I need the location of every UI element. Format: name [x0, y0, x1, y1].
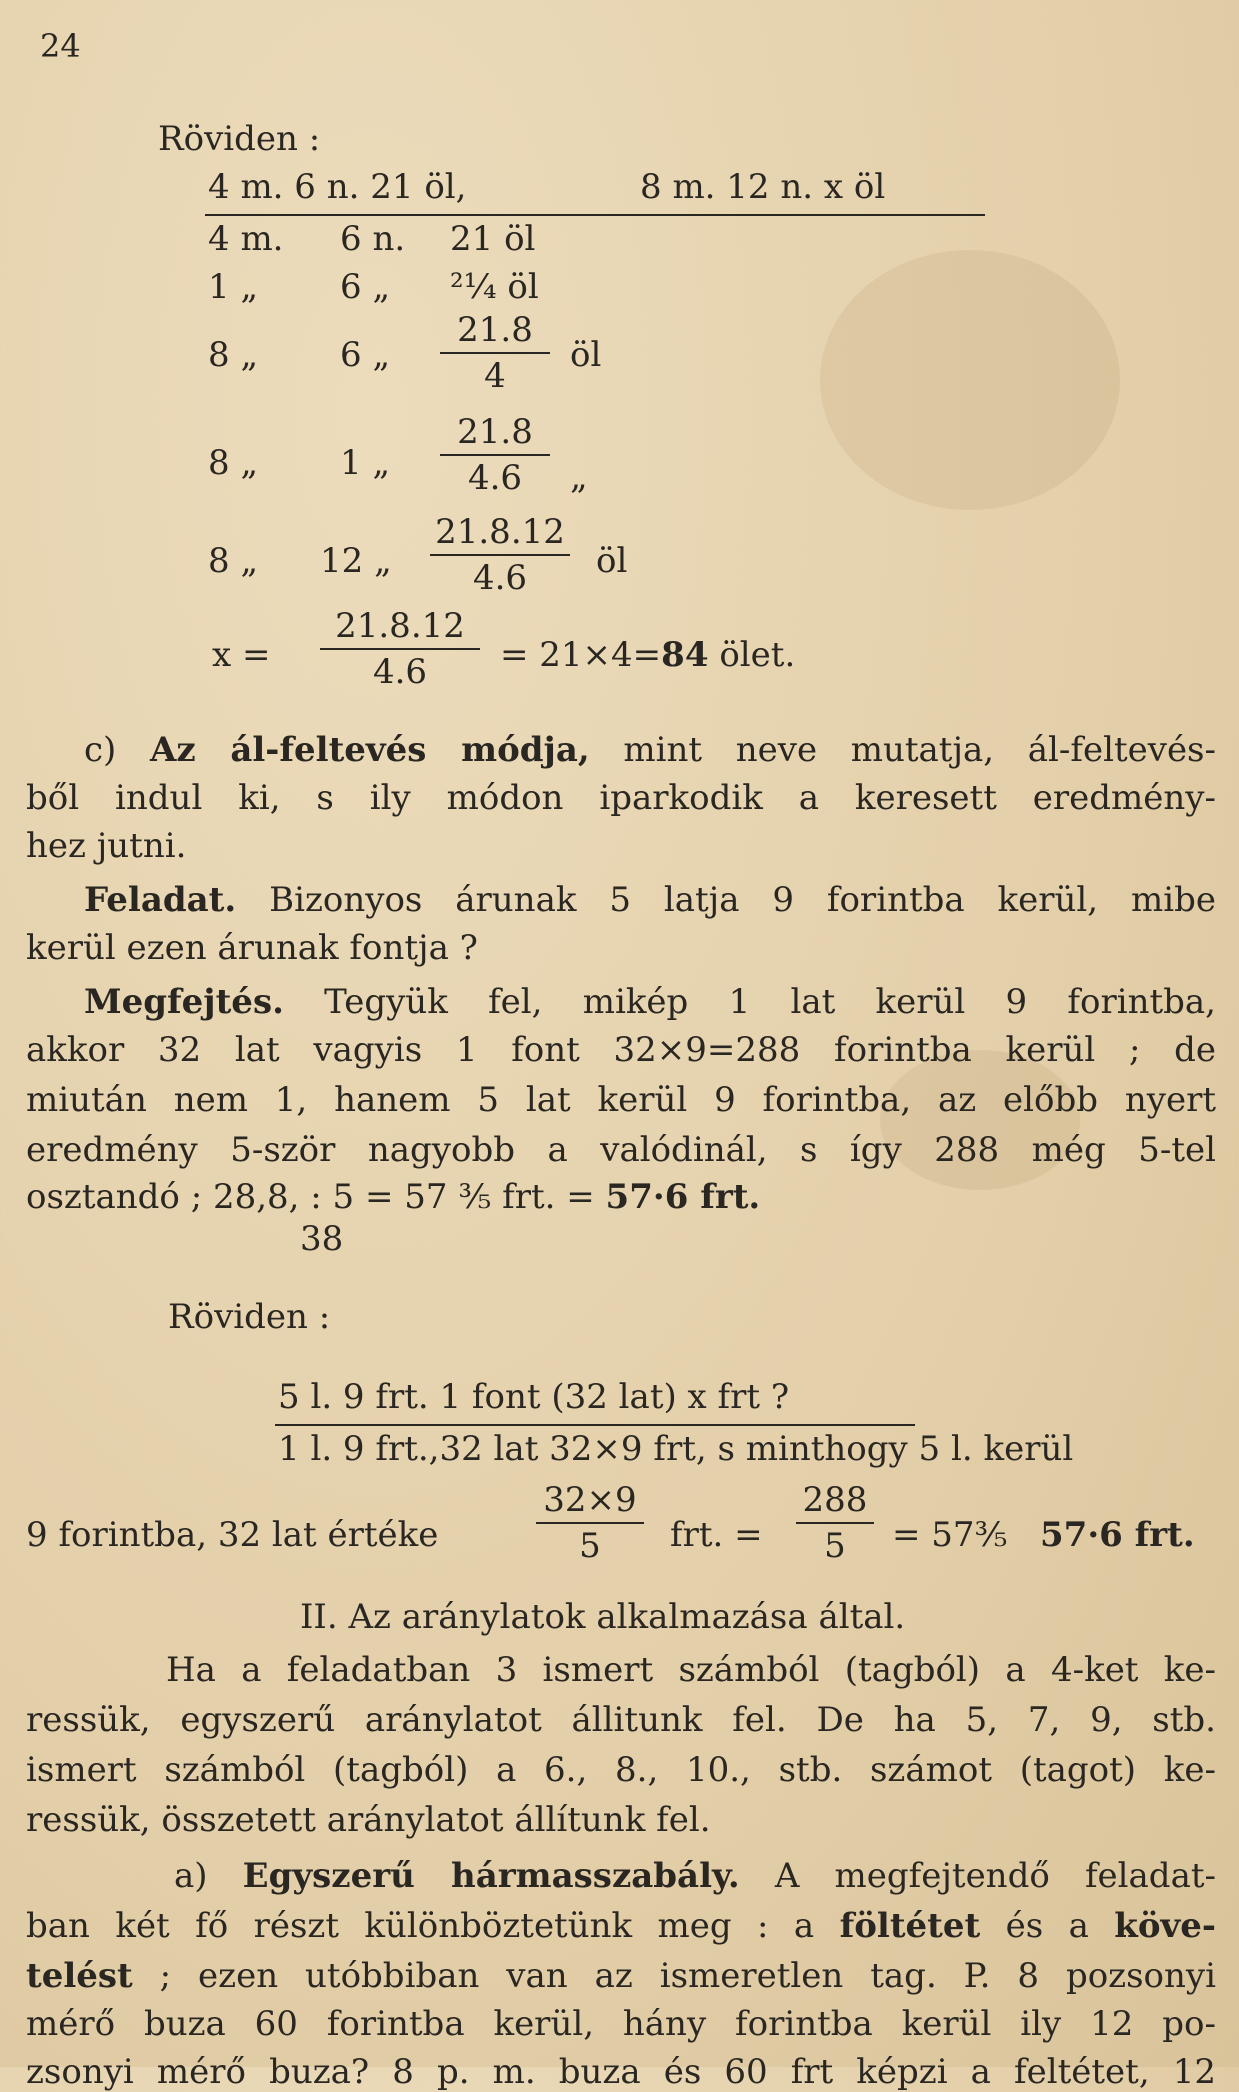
row5-denominator: 4.6: [472, 558, 528, 598]
section-II-line3: ismert számból (tagból) a 6., 8., 10., stb. számot (tagot) ke-: [26, 1750, 1216, 1790]
section-a-prefix: a): [174, 1856, 243, 1896]
result-tail: ölet.: [719, 635, 796, 675]
result-numerator: 21.8.12: [335, 606, 465, 646]
header-underline: [205, 214, 985, 216]
section-c-line3: hez jutni.: [26, 826, 187, 866]
result-rhs-text: = 21×4=: [500, 635, 662, 675]
section-a-line3-rest: ; ezen utóbbiban van az ismeretlen tag. P. 8 pozsonyi: [132, 1956, 1216, 1996]
section-a-term-feltetel: föltétet: [839, 1906, 981, 1946]
row4-denominator: 4.6: [467, 458, 523, 498]
section-a-line2-a: ban két fő részt különböztetünk meg : a: [26, 1906, 840, 1946]
fraction-bar: [430, 554, 570, 556]
megfejtes-text: Tegyük fel, mikép 1 lat kerül 9 forintba,: [283, 982, 1216, 1022]
fraction-bar: [440, 352, 550, 354]
megfejtes-line5-b: frt. =: [491, 1177, 606, 1217]
block2-result: 57·6 frt.: [1040, 1515, 1195, 1555]
section-c-prefix: c): [84, 730, 150, 770]
block1-heading: Röviden :: [158, 119, 321, 159]
megfejtes-line6: 38: [300, 1219, 344, 1259]
fraction-bar: [796, 1522, 874, 1524]
block2-heading: Röviden :: [168, 1297, 331, 1337]
fraction-bar: [440, 454, 550, 456]
section-c-text: mint neve mutatja, ál-feltevés-: [623, 730, 1216, 770]
section-a-line3: [26, 1956, 1216, 1996]
megfejtes-result: 57·6 frt.: [605, 1177, 761, 1217]
section-a-term-koveteles: köve-: [1114, 1906, 1216, 1946]
block1-header-left: 4 m. 6 n. 21 öl,: [208, 167, 467, 207]
paper-stain: [820, 250, 1120, 510]
result-fraction: [310, 606, 490, 692]
block1-header-right: 8 m. 12 n. x öl: [640, 167, 886, 207]
section-II-line4: ressük, összetett aránylatot állítunk fel.: [26, 1800, 711, 1840]
megfejtes-label: Megfejtés.: [84, 982, 284, 1022]
block2-frac1-denominator: 5: [579, 1526, 601, 1566]
result-denominator: 4.6: [372, 652, 428, 692]
section-a-line1-rest: A megfejtendő feladat-: [739, 1856, 1216, 1896]
block2-frac1-numerator: 32×9: [543, 1480, 637, 1520]
row5-numerator: 21.8.12: [435, 512, 565, 552]
block2-line2-c: = 57⅗: [892, 1515, 1008, 1555]
page-number: 24: [40, 27, 81, 65]
block2-fraction2: [790, 1480, 880, 1566]
row4-unit: „: [570, 457, 588, 497]
row3-fraction: [430, 310, 560, 396]
block2-line2-a: 9 forintba, 32 lat értéke: [26, 1515, 439, 1555]
section-c-line1: [26, 730, 1216, 770]
block2-frac2-numerator: 288: [802, 1480, 868, 1520]
section-a-line1: [26, 1856, 1216, 1896]
megfejtes-line5-frac: ⅗: [458, 1177, 492, 1217]
section-II-line1: Ha a feladatban 3 ismert számból (tagból) a 4-ket ke-: [166, 1650, 1216, 1690]
row4-fraction: [430, 412, 560, 498]
block2-line2-b: frt. =: [670, 1515, 763, 1555]
section-a-line2: [26, 1906, 1216, 1946]
section-a-line4: mérő buza 60 forintba kerül, hány forintba kerül ily 12 po-: [26, 2004, 1216, 2044]
row2-a: 1 „: [208, 267, 259, 307]
row1-a: 4 m.: [208, 219, 284, 259]
row3-denominator: 4: [484, 356, 506, 396]
megfejtes-line4: eredmény 5-ször nagyobb a valódinál, s így 288 még 5-tel: [26, 1130, 1216, 1170]
feladat-line1: [26, 880, 1216, 920]
fraction-bar: [320, 648, 480, 650]
megfejtes-line5: [26, 1177, 761, 1217]
result-rhs: [500, 635, 796, 675]
fraction-bar: [536, 1522, 644, 1524]
block2-header: 5 l. 9 frt. 1 font (32 lat) x frt ?: [278, 1377, 790, 1417]
result-lhs: x =: [212, 635, 271, 675]
megfejtes-line5-a: osztandó ; 28,8, : 5 = 57: [26, 1177, 459, 1217]
row5-fraction: [420, 512, 580, 598]
row3-b: 6 „: [340, 335, 391, 375]
row3-a: 8 „: [208, 335, 259, 375]
row4-a: 8 „: [208, 443, 259, 483]
row3-unit: öl: [570, 335, 602, 375]
section-c-title: Az ál-feltevés módja,: [149, 730, 590, 770]
megfejtes-line3: miután nem 1, hanem 5 lat kerül 9 forintba, az előbb nyert: [26, 1080, 1216, 1120]
row3-numerator: 21.8: [457, 310, 533, 350]
row4-b: 1 „: [340, 443, 391, 483]
section-a-title: Egyszerű hármasszabály.: [242, 1856, 740, 1896]
feladat-text: Bizonyos árunak 5 latja 9 forintba kerül, mibe: [236, 880, 1216, 920]
block2-fraction1: [530, 1480, 650, 1566]
row1-c: 21 öl: [450, 219, 536, 259]
block2-line1: 1 l. 9 frt.,32 lat 32×9 frt, s minthogy 5 l. kerül: [278, 1429, 1074, 1469]
section-c-line2: ből indul ki, s ily módon iparkodik a keresett eredmény-: [26, 778, 1216, 818]
megfejtes-line2: akkor 32 lat vagyis 1 font 32×9=288 forintba kerül ; de: [26, 1030, 1216, 1070]
row2-b: 6 „: [340, 267, 391, 307]
block2-frac2-denominator: 5: [824, 1526, 846, 1566]
section-a-line2-b: és a: [980, 1906, 1115, 1946]
section-II-line2: ressük, egyszerű aránylatot állitunk fel. De ha 5, 7, 9, stb.: [26, 1700, 1216, 1740]
row5-a: 8 „: [208, 541, 259, 581]
row5-b: 12 „: [320, 541, 392, 581]
feladat-label: Feladat.: [84, 880, 237, 920]
feladat-line2: kerül ezen árunak fontja ?: [26, 928, 478, 968]
result-value: 84: [661, 635, 709, 675]
megfejtes-line1: [26, 982, 1216, 1022]
row5-unit: öl: [596, 541, 628, 581]
row4-numerator: 21.8: [457, 412, 533, 452]
section-a-line5: zsonyi mérő buza? 8 p. m. buza és 60 frt képzi a feltétet, 12: [26, 2052, 1216, 2092]
section-a-term-teles: telést: [26, 1956, 133, 1996]
section-II-heading: II. Az aránylatok alkalmazása által.: [300, 1597, 906, 1637]
row1-b: 6 n.: [340, 219, 406, 259]
row2-c: ²¹⁄₄ öl: [450, 267, 539, 307]
block2-underline: [275, 1424, 915, 1426]
